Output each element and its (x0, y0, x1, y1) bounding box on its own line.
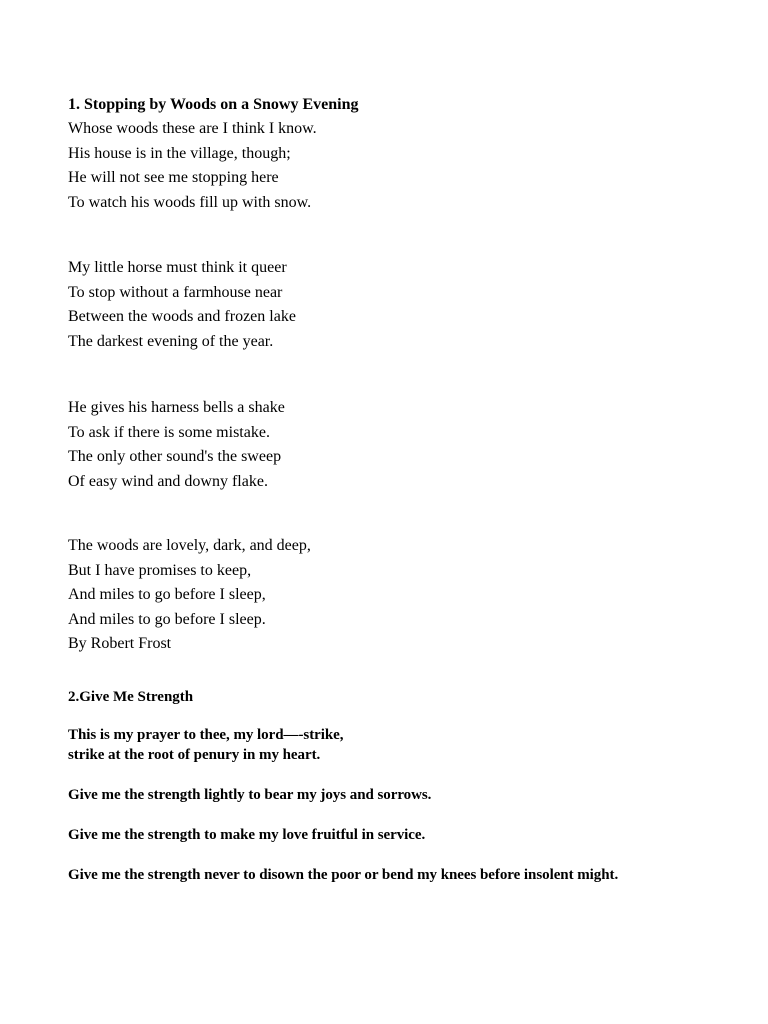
paragraph-spacer (68, 845, 728, 865)
stanza-3 (68, 396, 728, 494)
stanza-spacer (68, 215, 728, 256)
prose-paragraph (68, 865, 728, 885)
prose-line: Give me the strength to make my love fruitful in service. (68, 826, 426, 843)
poem-line: And miles to go before I sleep. (68, 610, 266, 628)
poem-line: To watch his woods fill up with snow. (68, 193, 312, 211)
prose-line: strike at the root of penury in my heart. (68, 746, 321, 763)
prose-line: Give me the strength never to disown the poor or bend my knees before insolent might. (68, 866, 619, 883)
poem-title-2: 2.Give Me Strength (68, 688, 194, 705)
poem-line: His house is in the village, though; (68, 144, 291, 162)
prose-line: This is my prayer to thee, my lord—-strike, (68, 726, 344, 743)
paragraph-spacer (68, 765, 728, 785)
stanza-4 (68, 534, 728, 657)
poem-line: And miles to go before I sleep, (68, 586, 266, 603)
poem-line: The only other sound's the sweep (68, 448, 282, 465)
stanza-2 (68, 256, 728, 354)
poem-title: 1. Stopping by Woods on a Snowy Evening (68, 96, 359, 113)
poem-line: To ask if there is some mistake. (68, 423, 270, 441)
paragraph-spacer (68, 805, 728, 825)
stanza-spacer (68, 354, 728, 396)
poem-line: But I have promises to keep, (68, 561, 252, 579)
stanza-spacer (68, 494, 728, 534)
poem-line: He will not see me stopping here (68, 169, 279, 186)
poem-line: He gives his harness bells a shake (68, 399, 285, 416)
stanza-1 (68, 117, 728, 215)
prose-paragraph (68, 725, 728, 765)
poem-line: Of easy wind and downy flake. (68, 472, 268, 490)
section-spacer (68, 657, 728, 687)
prose-line: Give me the strength lightly to bear my joys and sorrows. (68, 786, 432, 803)
poem-author: By Robert Frost (68, 635, 172, 652)
poem-line: The darkest evening of the year. (68, 332, 274, 350)
paragraph-spacer (68, 707, 728, 725)
poem-line: To stop without a farmhouse near (68, 283, 283, 301)
document-page (68, 93, 728, 885)
poem-line: Whose woods these are I think I know. (68, 120, 317, 137)
prose-paragraph (68, 825, 728, 845)
poem-line: My little horse must think it queer (68, 259, 287, 276)
poem-line: Between the woods and frozen lake (68, 308, 296, 325)
poem-line: The woods are lovely, dark, and deep, (68, 537, 311, 554)
prose-paragraph (68, 785, 728, 805)
